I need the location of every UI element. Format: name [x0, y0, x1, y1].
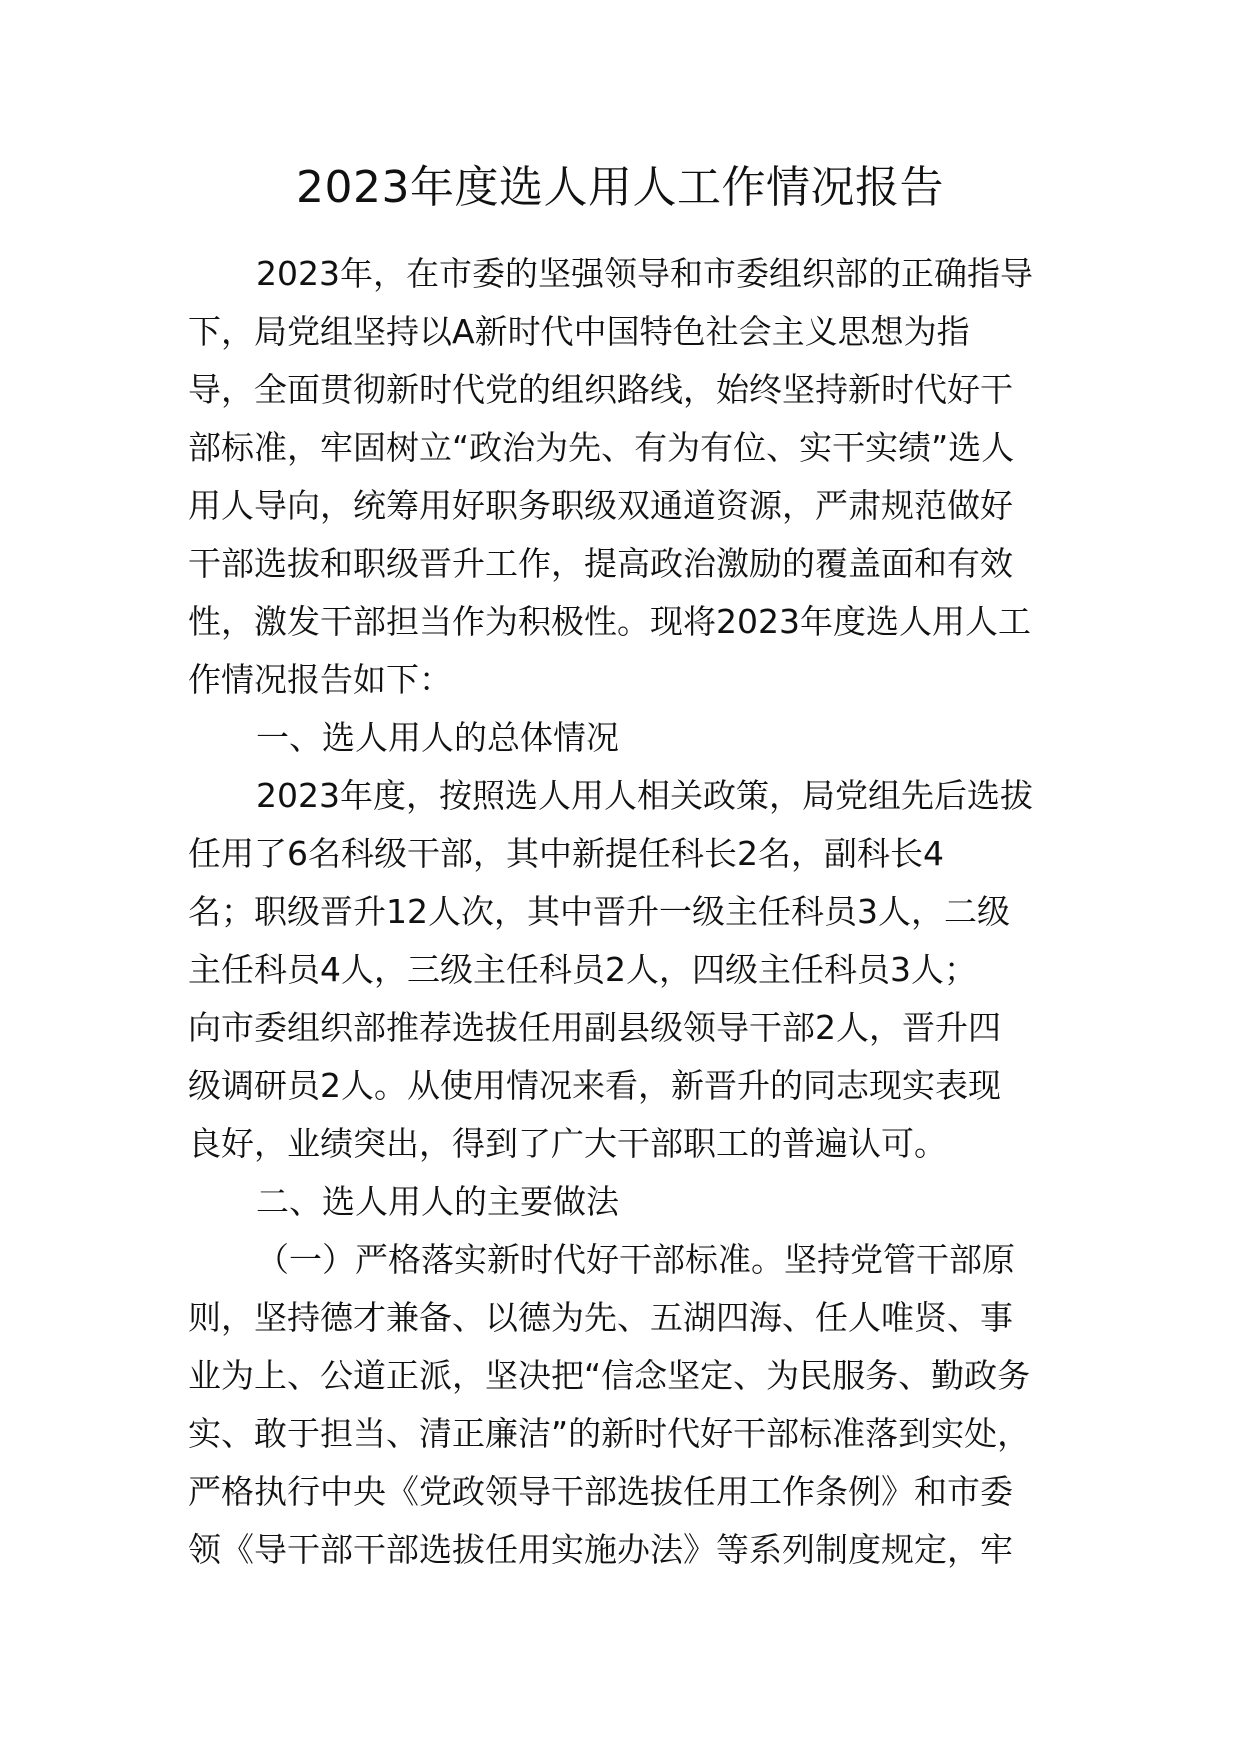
section-heading: 一、选人用人的总体情况	[256, 718, 619, 757]
paragraph-line: 主任科员4人，三级主任科员2人，四级主任科员3人；	[188, 950, 977, 989]
paragraph-line: 则，坚持德才兼备、以德为先、五湖四海、任人唯贤、事	[188, 1298, 1013, 1337]
paragraph-line: 业为上、公道正派，坚决把“信念坚定、为民服务、勤政务	[188, 1356, 1031, 1395]
paragraph-line: 性，激发干部担当作为积极性。现将2023年度选人用人工	[188, 602, 1031, 641]
paragraph-line: 部标准，牢固树立“政治为先、有为有位、实干实绩”选人	[188, 428, 1015, 467]
paragraph-line: 下，局党组坚持以A新时代中国特色社会主义思想为指	[188, 312, 970, 351]
paragraph-line: 名；职级晋升12人次，其中晋升一级主任科员3人，二级	[188, 892, 1010, 931]
paragraph-line: 2023年，在市委的坚强领导和市委组织部的正确指导	[256, 254, 1033, 293]
paragraph-line: 级调研员2人。从使用情况来看，新晋升的同志现实表现	[188, 1066, 1001, 1105]
paragraph-line: 2023年度，按照选人用人相关政策，局党组先后选拔	[256, 776, 1033, 815]
paragraph-line: 领《导干部干部选拔任用实施办法》等系列制度规定，牢	[188, 1530, 1013, 1569]
paragraph-line: 向市委组织部推荐选拔任用副县级领导干部2人，晋升四	[188, 1008, 1001, 1047]
paragraph-line: 用人导向，统筹用好职务职级双通道资源，严肃规范做好	[188, 486, 1013, 525]
paragraph-line: 任用了6名科级干部，其中新提任科长2名，副科长4	[188, 834, 944, 873]
document-body	[188, 245, 1058, 1579]
paragraph-line: （一）严格落实新时代好干部标准。坚持党管干部原	[256, 1240, 1015, 1279]
paragraph-line: 导，全面贯彻新时代党的组织路线，始终坚持新时代好干	[188, 370, 1013, 409]
paragraph-line: 干部选拔和职级晋升工作，提高政治激励的覆盖面和有效	[188, 544, 1013, 583]
document-title: 2023年度选人用人工作情况报告	[296, 162, 944, 213]
section-heading: 二、选人用人的主要做法	[256, 1182, 619, 1221]
paragraph-line: 实、敢于担当、清正廉洁”的新时代好干部标准落到实处，	[188, 1414, 1031, 1453]
paragraph-line: 严格执行中央《党政领导干部选拔任用工作条例》和市委	[188, 1472, 1013, 1511]
paragraph-line: 作情况报告如下：	[188, 660, 452, 699]
paragraph-line: 良好，业绩突出，得到了广大干部职工的普遍认可。	[188, 1124, 947, 1163]
